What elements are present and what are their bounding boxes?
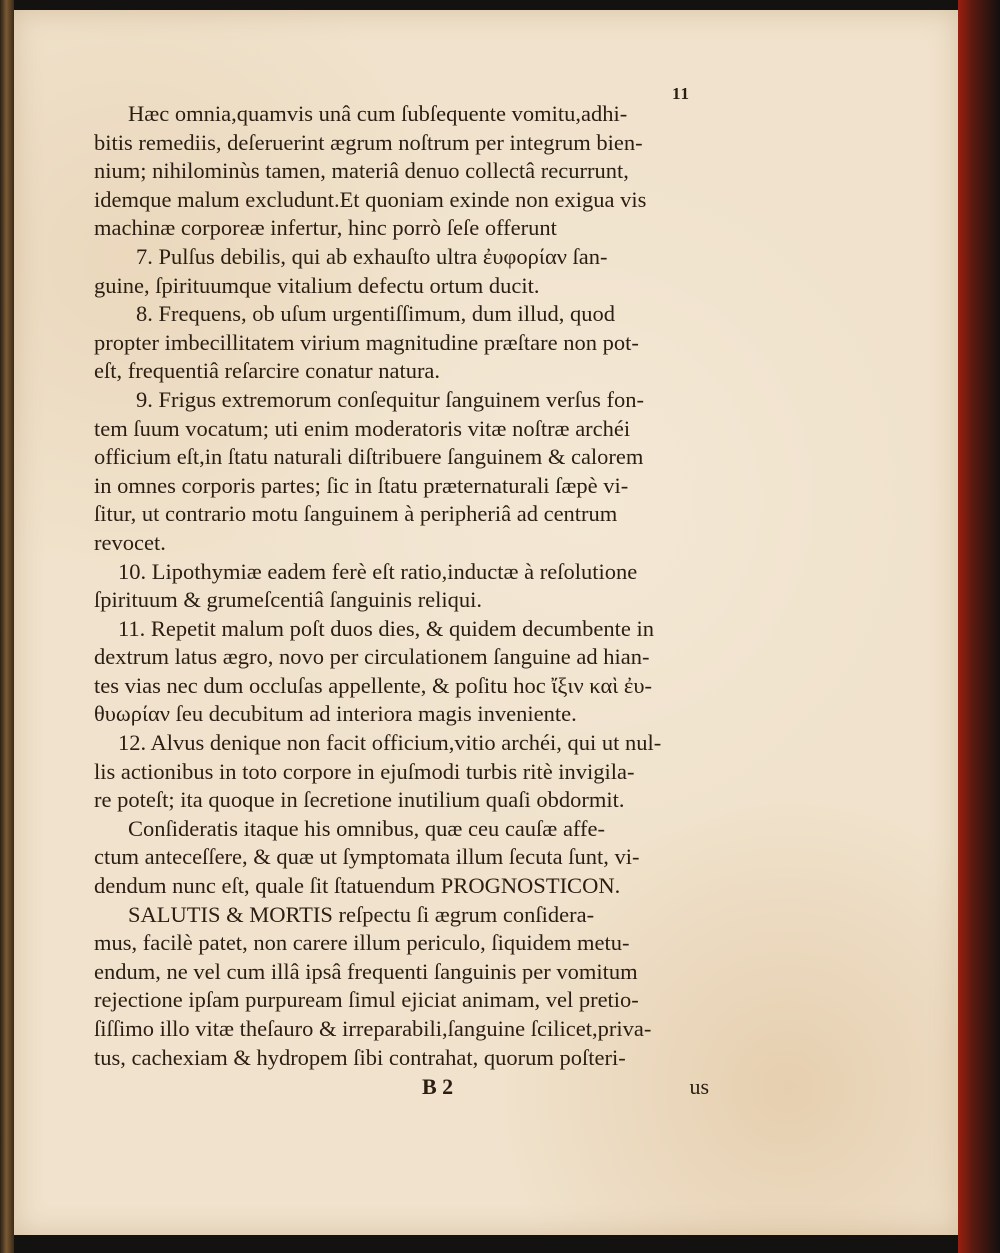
text-line: eſt, frequentiâ reſarcire conatur natura. xyxy=(94,358,441,384)
text-line: SALUTIS & MORTIS reſpectu ſi ægrum conſidera- xyxy=(128,901,595,927)
page-text xyxy=(94,100,709,1072)
text-line: dendum nunc eſt, quale ſit ſtatuendum PROGNOSTICON. xyxy=(94,873,621,899)
text-line: tes vias nec dum occluſas appellente, & poſitu hoc ἴξιν καὶ ἐυ- xyxy=(94,672,652,698)
text-line: ſiſſimo illo vitæ theſauro & irreparabili,ſanguine ſcilicet,priva- xyxy=(94,1016,652,1041)
signature-mark: B 2 xyxy=(422,1074,454,1099)
text-line: machinæ corporeæ infertur, hinc porrò ſeſe offerunt xyxy=(94,215,557,241)
text-line: guine, ſpirituumque vitalium defectu ortum ducit. xyxy=(94,272,540,298)
text-line: dextrum latus ægro, novo per circulationem ſanguine ad hian- xyxy=(94,644,650,670)
page-footer xyxy=(94,1074,709,1102)
text-line: ſpirituum & grumeſcentiâ ſanguinis reliqui. xyxy=(94,587,483,613)
text-line: 10. Lipothymiæ eadem ferè eſt ratio,inductæ à reſolutione xyxy=(118,558,638,584)
page-number: 11 xyxy=(672,84,691,103)
book-right-edge xyxy=(958,0,1000,1253)
text-line: idemque malum excludunt.Et quoniam exinde non exigua vis xyxy=(94,186,647,212)
book-left-edge xyxy=(0,0,14,1253)
text-line: ſitur, ut contrario motu ſanguinem à peripheriâ ad centrum xyxy=(94,501,618,527)
text-line: 7. Pulſus debilis, qui ab exhauſto ultra ἐυφορίαν ſan- xyxy=(136,243,608,269)
book-page xyxy=(14,10,961,1235)
text-line: nium; nihilominùs tamen, materiâ denuo collectâ recurrunt, xyxy=(94,158,629,184)
text-line: Conſideratis itaque his omnibus, quæ ceu cauſæ affe- xyxy=(128,815,605,841)
text-line: propter imbecillitatem virium magnitudine præſtare non pot- xyxy=(94,329,639,355)
catchword: us xyxy=(689,1074,709,1099)
text-line: tem ſuum vocatum; uti enim moderatoris vitæ noſtræ archéi xyxy=(94,415,631,441)
text-line: officium eſt,in ſtatu naturali diſtribuere ſanguinem & calorem xyxy=(94,444,644,470)
text-line: re poteſt; ita quoque in ſecretione inutilium quaſi obdormit. xyxy=(94,787,625,813)
text-line: rejectione ipſam purpuream ſimul ejiciat animam, vel pretio- xyxy=(94,987,639,1013)
text-line: Hæc omnia,quamvis unâ cum ſubſequente vomitu,adhi- xyxy=(128,101,628,126)
text-line: mus, facilè patet, non carere illum periculo, ſiquidem metu- xyxy=(94,930,630,956)
text-line: tus, cachexiam & hydropem ſibi contrahat, quorum poſteri- xyxy=(94,1044,626,1070)
text-line: 12. Alvus denique non facit officium,vitio archéi, qui ut nul- xyxy=(118,730,662,756)
text-line: ctum anteceſſere, & quæ ut ſymptomata illum ſecuta ſunt, vi- xyxy=(94,844,640,870)
text-line: 11. Repetit malum poſt duos dies, & quidem decumbente in xyxy=(118,615,654,641)
text-line: 8. Frequens, ob uſum urgentiſſimum, dum illud, quod xyxy=(136,301,615,327)
text-line: revocet. xyxy=(94,529,166,555)
text-line: θυωρίαν ſeu decubitum ad interiora magis inveniente. xyxy=(94,701,577,727)
text-line: in omnes corporis partes; ſic in ſtatu præternaturali ſæpè vi- xyxy=(94,472,629,498)
text-line: lis actionibus in toto corpore in ejuſmodi turbis ritè invigila- xyxy=(94,758,635,784)
text-line: endum, ne vel cum illâ ipsâ frequenti ſanguinis per vomitum xyxy=(94,958,638,984)
text-line: bitis remediis, deſeruerint ægrum noſtrum per integrum bien- xyxy=(94,129,643,155)
text-line: 9. Frigus extremorum conſequitur ſanguinem verſus fon- xyxy=(136,386,645,412)
